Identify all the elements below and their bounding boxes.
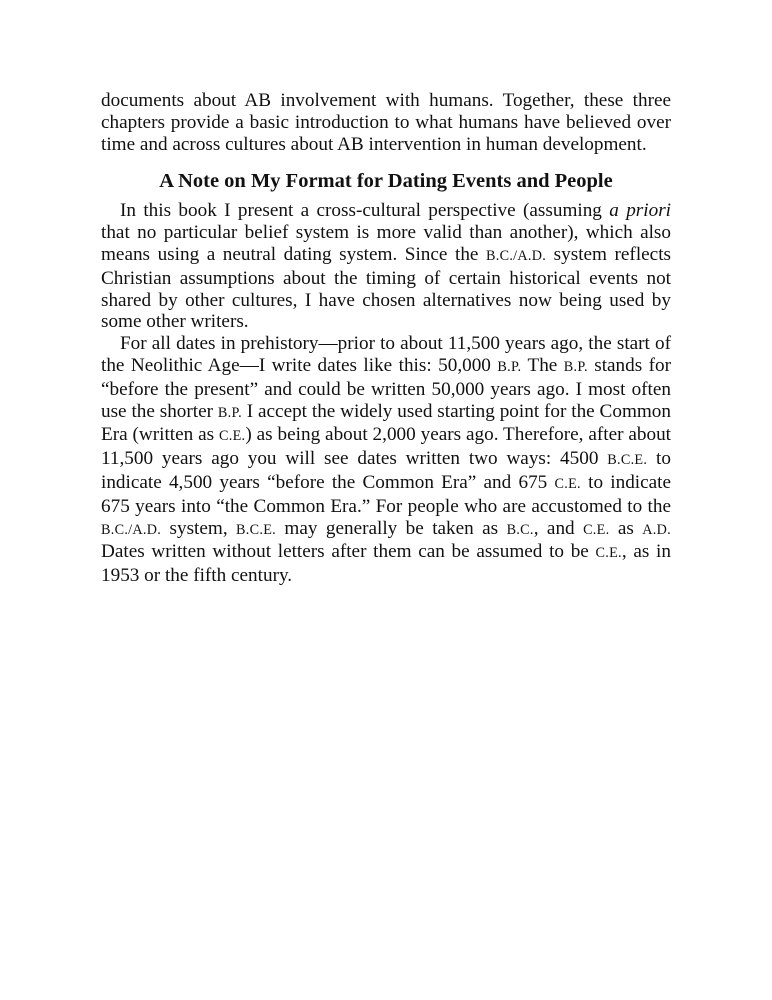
text-run: to indicate 4,500 years “before the Common Era” and 675 xyxy=(101,448,671,493)
small-caps-abbrev: C.E. xyxy=(583,521,610,538)
text-run: may generally be taken as xyxy=(276,517,507,539)
small-caps-abbrev: B.C. xyxy=(506,521,534,538)
small-caps-abbrev: C.E. xyxy=(595,545,622,562)
text-run: that no particular belief system is more valid than another), which also means using a neutral dating system. Since the xyxy=(101,222,671,265)
text-run: The xyxy=(521,354,564,376)
small-caps-abbrev: B.P. xyxy=(563,358,588,375)
small-caps-abbrev: C.E. xyxy=(554,475,581,492)
small-caps-abbrev: B.C.E. xyxy=(607,452,648,469)
text-run: system, xyxy=(161,517,237,539)
small-caps-abbrev: B.P. xyxy=(217,404,242,421)
text-run: , as in 1953 or the fifth century. xyxy=(101,541,671,587)
text-run: For all dates in prehistory—prior to about 11,500 years ago, the start of the Neolithic Age—I write dates like this: 50,000 xyxy=(101,333,671,376)
paragraph-dating-system xyxy=(101,200,671,333)
page-body xyxy=(101,90,671,587)
small-caps-abbrev: B.C./A.D. xyxy=(486,247,547,264)
small-caps-abbrev: C.E. xyxy=(219,428,246,445)
small-caps-abbrev: B.C./A.D. xyxy=(101,521,162,538)
small-caps-abbrev: B.P. xyxy=(497,358,522,375)
text-run: Dates written without letters after them can be assumed to be xyxy=(101,541,596,563)
text-run: to indicate 675 years into “the Common Era.” For people who are accustomed to the xyxy=(101,471,671,517)
continuation-paragraph: documents about AB involvement with humans. Together, these three chapters provide a basic introduction to what humans have believed over time and across cultures about AB intervention in human development. xyxy=(101,90,671,155)
section-heading: A Note on My Format for Dating Events and People xyxy=(159,170,613,193)
paragraph-prehistory-dates xyxy=(101,333,671,587)
italic-term: a priori xyxy=(609,200,671,222)
small-caps-abbrev: A.D. xyxy=(642,521,671,538)
text-run: as xyxy=(609,517,643,539)
text-run: ) as being about 2,000 years ago. Therefore, after about 11,500 years ago you will see dates written two ways: 4500 xyxy=(101,424,671,470)
text-run: stands for “before the present” and could be written 50,000 years ago. I most often use the shorter xyxy=(101,354,672,422)
text-run: In this book I present a cross-cultural perspective (assuming xyxy=(120,200,610,222)
text-run: system reflects Christian assumptions about the timing of certain historical events not shared by other cultures, I have chosen alternatives now being used by some other writers. xyxy=(101,243,671,333)
small-caps-abbrev: B.C.E. xyxy=(236,521,276,538)
text-run: I accept the widely used starting point for the Common Era (written as xyxy=(101,400,671,446)
text-run: , and xyxy=(533,517,584,539)
